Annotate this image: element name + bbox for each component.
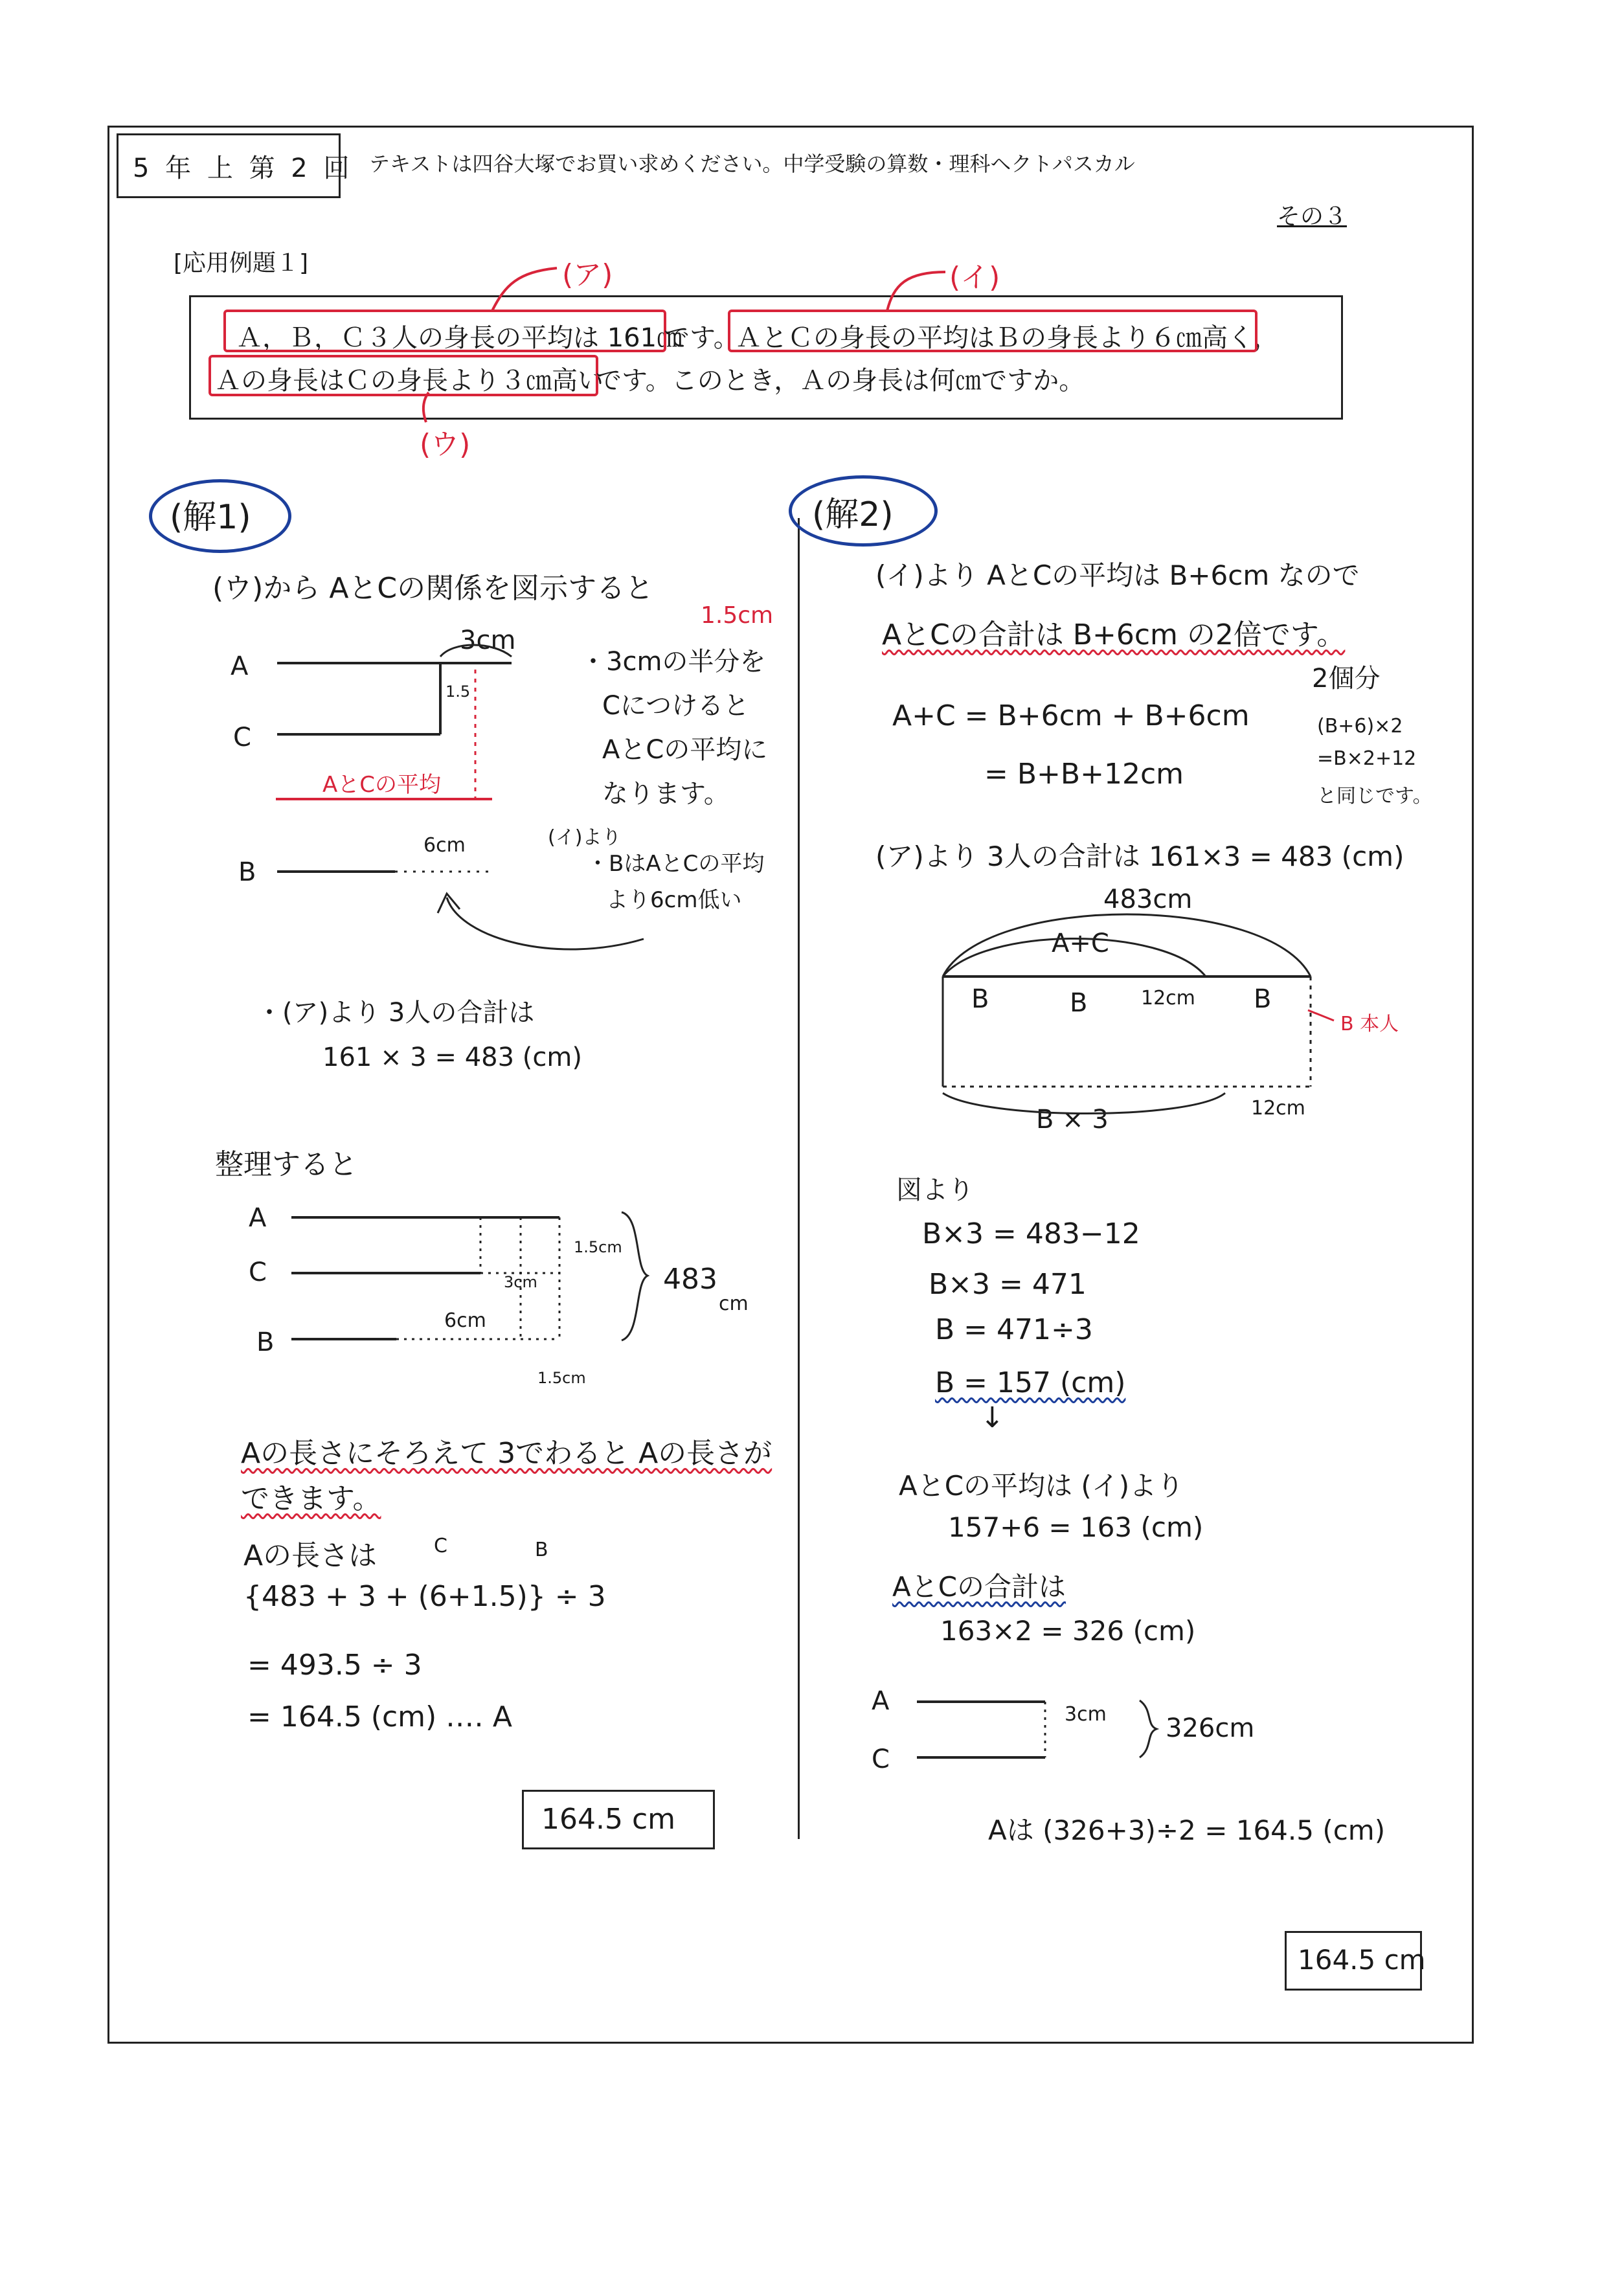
step2: = 164.5 (cm) ‥‥ A bbox=[247, 1700, 512, 1733]
r-side-note-2: =B×2+12 bbox=[1317, 747, 1417, 770]
r-d-12: 12cm bbox=[1141, 987, 1195, 1010]
d1-15: 1.5 bbox=[445, 683, 471, 701]
tag-u: (ウ) bbox=[420, 428, 471, 461]
d1-label-C: C bbox=[233, 723, 251, 752]
r-s-326: 326cm bbox=[1166, 1713, 1255, 1743]
r-sum-calc: 163×2 = 326 (cm) bbox=[940, 1615, 1196, 1647]
r-side-note-3: と同じです。 bbox=[1317, 785, 1432, 807]
d2-15cm: 1.5cm bbox=[574, 1238, 622, 1256]
right-heading: (解2) bbox=[812, 495, 894, 534]
left-answer: 164.5 cm bbox=[541, 1803, 676, 1836]
r-c4: B = 157 (cm) bbox=[935, 1366, 1126, 1399]
r-d-B1: B bbox=[971, 984, 989, 1014]
r-eq2: = B+B+12cm bbox=[984, 758, 1184, 791]
d2-label-C: C bbox=[249, 1258, 267, 1287]
r-avg-calc: 157+6 = 163 (cm) bbox=[948, 1511, 1204, 1543]
r-c1: B×3 = 483−12 bbox=[922, 1217, 1140, 1250]
r-line1: (イ)より AとCの平均は B+6cm なので bbox=[875, 559, 1360, 591]
r-sum-line: AとCの合計は bbox=[892, 1571, 1066, 1603]
tag-a-curve bbox=[492, 268, 557, 311]
conclusion-2: できます。 bbox=[241, 1482, 381, 1515]
d2-15cm-b: 1.5cm bbox=[537, 1369, 586, 1387]
d1-3cm: 3cm bbox=[460, 626, 516, 655]
problem-line2-b: です。このとき，Ａの身長は何㎝ですか。 bbox=[596, 366, 1085, 396]
sum-calc: 161 × 3 = 483 (cm) bbox=[322, 1043, 582, 1072]
note1-line4: なります。 bbox=[602, 779, 730, 809]
note1-line3: AとCの平均に bbox=[602, 735, 768, 765]
page-label: その３ bbox=[1277, 203, 1348, 230]
a-length-label: Aの長さは bbox=[243, 1539, 378, 1572]
r-line3: (ア)より 3人の合計は 161×3 = 483 (cm) bbox=[875, 841, 1404, 872]
right-answer: 164.5 cm bbox=[1298, 1944, 1426, 1976]
step1: = 493.5 ÷ 3 bbox=[247, 1649, 422, 1682]
r-s-3: 3cm bbox=[1065, 1703, 1107, 1726]
tag-u-curve bbox=[423, 392, 429, 422]
r-line2: AとCの合計は B+6cm の2倍です。 bbox=[882, 618, 1346, 651]
r-d-brace-AC bbox=[943, 939, 1206, 977]
problem-line2-a: Ａの身長はＣの身長より３㎝高い bbox=[215, 366, 603, 396]
r-s-C: C bbox=[872, 1744, 890, 1774]
r-final: Aは (326+3)÷2 = 164.5 (cm) bbox=[988, 1814, 1386, 1846]
note2-line2: より6cm低い bbox=[606, 887, 742, 913]
r-s-brace bbox=[1140, 1700, 1156, 1757]
left-heading: (解1) bbox=[170, 498, 251, 537]
tag-i: (イ) bbox=[949, 261, 1000, 294]
tag-i-curve bbox=[887, 272, 945, 311]
problem-line1-a: Ａ，Ｂ，Ｃ３人の身長の平均は 161㎝ bbox=[236, 323, 683, 353]
d2-3cm: 3cm bbox=[504, 1273, 537, 1291]
left-intro: (ウ)から AとCの関係を図示すると bbox=[212, 572, 654, 605]
d1-arrow-curve bbox=[447, 897, 644, 949]
r-d-B3: B bbox=[1254, 984, 1272, 1014]
conclusion-1: Aの長さにそろえて 3でわると Aの長さが bbox=[241, 1437, 773, 1470]
r-s-A: A bbox=[872, 1686, 890, 1716]
r-d-12b: 12cm bbox=[1251, 1097, 1305, 1120]
r-c2: B×3 = 471 bbox=[929, 1268, 1087, 1301]
r-d-brace-total bbox=[943, 914, 1311, 976]
d1-15cm-red: 1.5cm bbox=[701, 602, 774, 629]
r-d-B3x: B × 3 bbox=[1036, 1105, 1109, 1134]
r-d-self: B 本人 bbox=[1340, 1013, 1399, 1035]
d1-6cm: 6cm bbox=[423, 834, 466, 857]
d1-brace-3cm bbox=[440, 645, 512, 657]
r-d-B2: B bbox=[1070, 988, 1088, 1018]
r-c3: B = 471÷3 bbox=[935, 1313, 1093, 1346]
header-notice: テキストは四谷大塚でお買い求めください。中学受験の算数・理科ヘクトパスカル bbox=[369, 152, 1135, 176]
arrange-heading: 整理すると bbox=[215, 1148, 357, 1181]
r-eq1: A+C = B+6cm + B+6cm bbox=[892, 699, 1250, 732]
d2-label-B: B bbox=[256, 1327, 275, 1357]
r-fig: 図より bbox=[896, 1175, 974, 1205]
r-d-brace-B3x bbox=[943, 1093, 1225, 1114]
r-d-self-arrow bbox=[1308, 1010, 1334, 1021]
mark-B: B bbox=[535, 1539, 548, 1561]
tag-a: (ア) bbox=[562, 258, 613, 291]
formula: {483 + 3 + (6+1.5)} ÷ 3 bbox=[243, 1580, 606, 1613]
d1-label-A: A bbox=[231, 651, 249, 681]
note1-line1: ・3cmの半分を bbox=[580, 647, 766, 677]
note2-line1: ・BはAとCの平均 bbox=[587, 851, 765, 877]
r-side-note-1: (B+6)×2 bbox=[1317, 715, 1403, 738]
d2-total-unit: cm bbox=[719, 1293, 749, 1315]
grade-label: 5 年 上 第 2 回 bbox=[133, 153, 354, 183]
mark-C: C bbox=[434, 1535, 447, 1557]
problem-line1-c: ＡとＣの身長の平均はＢの身長より６㎝高く， bbox=[736, 323, 1280, 353]
note2-tag: (イ)より bbox=[548, 826, 622, 849]
d2-label-A: A bbox=[249, 1203, 267, 1233]
problem-title: [応用例題１] bbox=[174, 250, 309, 277]
d2-total: 483 bbox=[663, 1263, 717, 1296]
d2-brace bbox=[622, 1212, 648, 1340]
sum-title: ・(ア)より 3人の合計は bbox=[256, 998, 535, 1028]
note1-line2: Cにつけると bbox=[602, 691, 750, 721]
r-d-AC: A+C bbox=[1052, 929, 1109, 958]
d1-avg-label: AとCの平均 bbox=[322, 772, 441, 798]
r-d-total: 483cm bbox=[1103, 885, 1193, 914]
r-arrow-down: ↓ bbox=[980, 1401, 1004, 1434]
problem-line1-b: です。 bbox=[664, 323, 739, 353]
d1-label-B: B bbox=[238, 857, 256, 887]
r-avg-line: AとCの平均は (イ)より bbox=[899, 1470, 1184, 1502]
r-note-2x: 2個分 bbox=[1312, 664, 1381, 694]
d2-6cm: 6cm bbox=[444, 1309, 486, 1332]
